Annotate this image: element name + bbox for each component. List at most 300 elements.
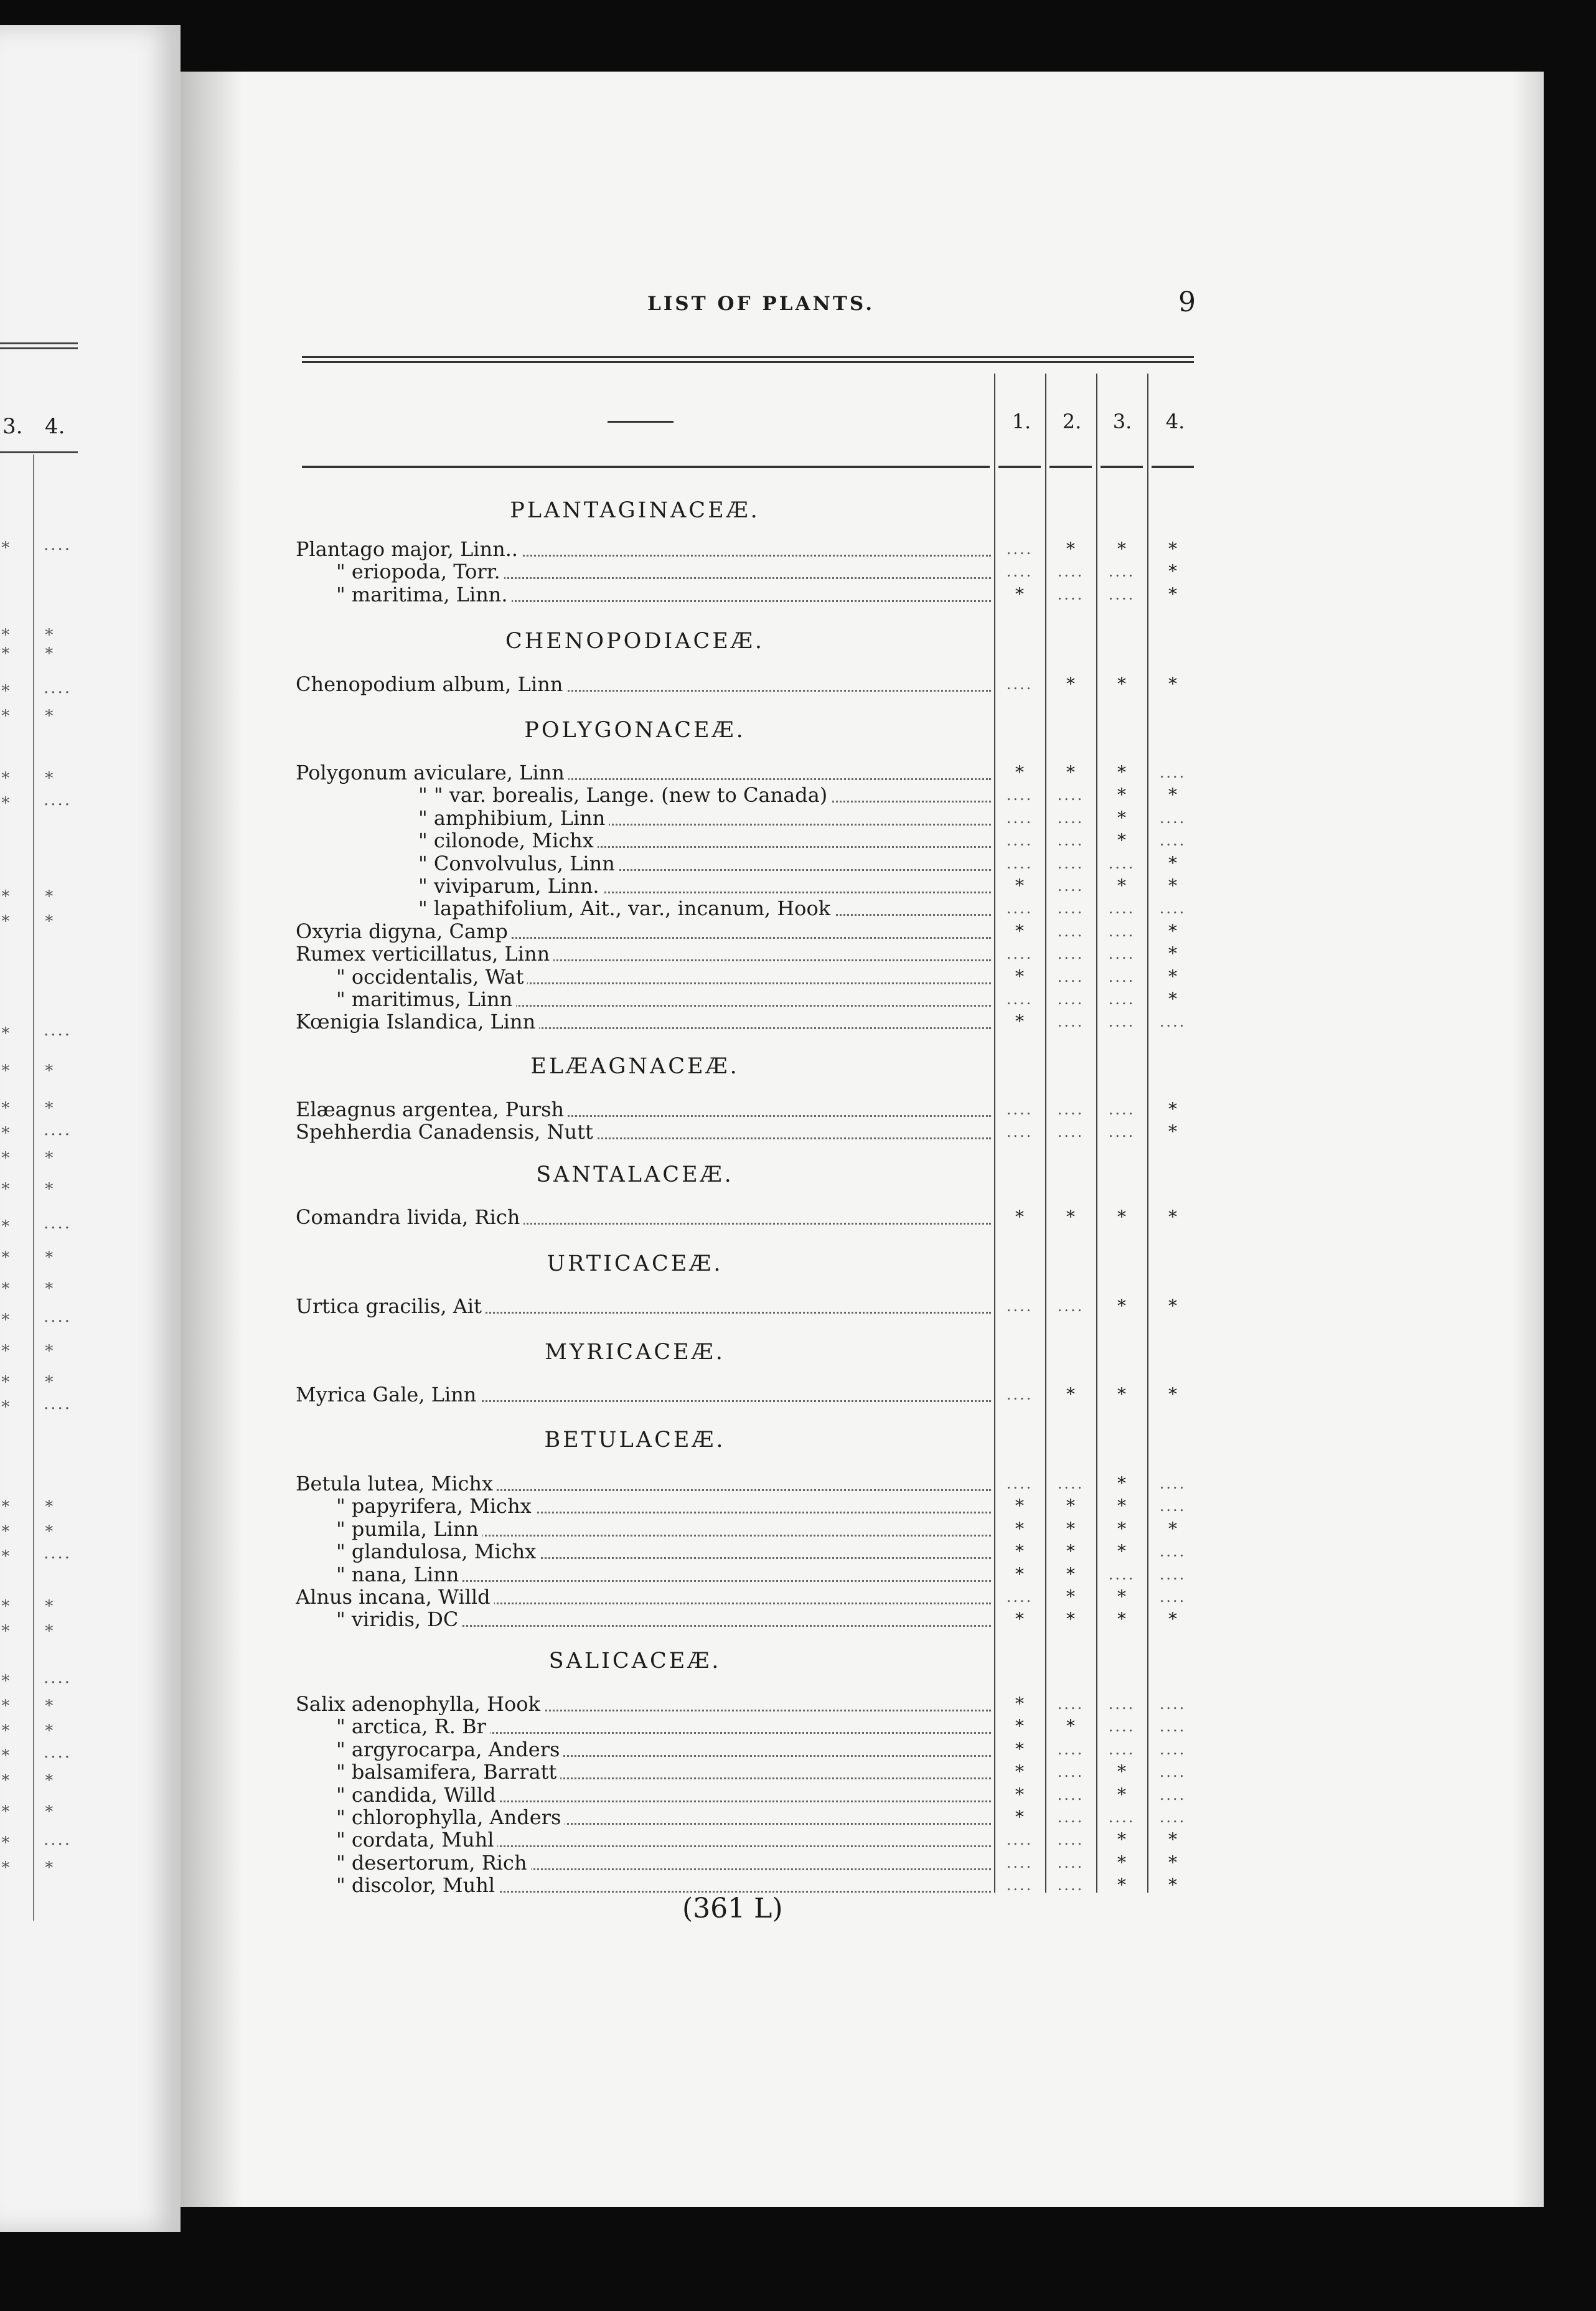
facing-page-mark: ∗ (44, 1146, 57, 1164)
header-rule-c3 (1101, 466, 1143, 468)
list-item (336, 1739, 991, 1761)
absence-dots: .... (1108, 1741, 1135, 1758)
absence-dots: .... (1108, 1695, 1135, 1713)
column-header-2: 2. (1062, 410, 1082, 433)
absence-dots: .... (1006, 1297, 1033, 1315)
facing-page-mark: ∗ (0, 641, 13, 660)
absence-dots: .... (1006, 1588, 1033, 1606)
occurrence-mark: * (1168, 1518, 1177, 1539)
species-name: Polygonum aviculare, Linn (296, 762, 568, 784)
facing-page-mark: ∗ (44, 1245, 57, 1264)
occurrence-mark: * (1015, 1011, 1024, 1032)
list-item (336, 1716, 991, 1738)
column-rule-1 (994, 374, 995, 1893)
species-name: " balsamifera, Barratt (336, 1761, 560, 1784)
absence-dots: .... (1057, 1763, 1084, 1781)
occurrence-mark: * (1168, 1829, 1177, 1850)
occurrence-mark: * (1117, 875, 1126, 896)
absence-dots: .... (1006, 1876, 1033, 1894)
list-item (296, 762, 991, 784)
absence-dots: .... (1159, 1718, 1186, 1735)
species-name: " viridis, DC (336, 1609, 462, 1631)
absence-dots: .... (1057, 855, 1084, 872)
absence-dots: .... (1006, 1854, 1033, 1871)
header-rule-c1 (998, 466, 1041, 468)
occurrence-mark: * (1117, 830, 1126, 850)
occurrence-mark: * (1117, 1761, 1126, 1782)
left-top-rule (0, 342, 78, 344)
family-heading: SALICACEÆ. (548, 1649, 721, 1673)
list-item (296, 539, 991, 561)
occurrence-mark: * (1168, 943, 1177, 964)
column-rule-4 (1147, 374, 1148, 1893)
list-item (296, 1207, 991, 1229)
list-item (336, 584, 991, 606)
column-header-3: 3. (1112, 410, 1132, 433)
facing-page-mark: .... (44, 1021, 72, 1040)
facing-page-mark: ∗ (0, 535, 13, 554)
absence-dots: .... (1006, 1101, 1033, 1118)
facing-page-mark: ∗ (0, 766, 13, 784)
species-name: Rumex verticillatus, Linn (296, 943, 553, 966)
occurrence-mark: * (1168, 1099, 1177, 1119)
absence-dots: .... (1108, 968, 1135, 986)
list-item (336, 1564, 991, 1586)
absence-dots: .... (1057, 877, 1084, 895)
occurrence-mark: * (1117, 539, 1126, 559)
facing-page-mark: .... (44, 1544, 72, 1563)
absence-dots: .... (1108, 1809, 1135, 1826)
occurrence-mark: * (1168, 966, 1177, 987)
absence-dots: .... (1057, 968, 1084, 986)
occurrence-mark: * (1066, 1564, 1075, 1584)
absence-dots: .... (1108, 563, 1135, 580)
occurrence-mark: * (1015, 1495, 1024, 1516)
occurrence-mark: * (1168, 539, 1177, 559)
species-name: " cilonode, Michx (418, 830, 598, 852)
absence-dots: .... (1159, 1741, 1186, 1758)
facing-page-mark: ∗ (44, 884, 57, 903)
occurrence-mark: * (1117, 762, 1126, 783)
occurrence-mark: * (1117, 1784, 1126, 1805)
absence-dots: .... (1108, 945, 1135, 963)
species-name: Chenopodium album, Linn (296, 674, 566, 696)
facing-page-mark: ∗ (0, 1395, 13, 1413)
absence-dots: .... (1057, 945, 1084, 963)
species-name: Spehherdia Canadensis, Nutt (296, 1121, 597, 1144)
facing-page-mark: ∗ (0, 1669, 13, 1687)
facing-page-mark: ∗ (0, 1855, 13, 1874)
absence-dots: .... (1006, 675, 1033, 693)
species-name: Alnus incana, Willd (296, 1586, 494, 1609)
absence-dots: .... (1159, 832, 1186, 849)
left-col-head-3: 3. (2, 414, 23, 439)
absence-dots: .... (1159, 1013, 1186, 1030)
facing-page-mark: ∗ (0, 1276, 13, 1295)
list-item (418, 784, 991, 807)
occurrence-mark: * (1066, 674, 1075, 694)
occurrence-mark: * (1015, 1716, 1024, 1736)
facing-page-mark: ∗ (0, 1339, 13, 1357)
facing-page-mark: ∗ (0, 791, 13, 809)
page-gutter-shadow (181, 72, 243, 2207)
facing-page-mark: ∗ (0, 909, 13, 928)
absence-dots: .... (1057, 586, 1084, 603)
absence-dots: .... (1159, 1475, 1186, 1492)
occurrence-mark: * (1168, 1121, 1177, 1142)
occurrence-mark: * (1168, 921, 1177, 941)
species-name: Kœnigia Islandica, Linn (296, 1011, 539, 1033)
facing-page-mark: .... (44, 1121, 72, 1139)
facing-page-mark: ∗ (0, 1544, 13, 1563)
list-item (336, 1609, 991, 1631)
occurrence-mark: * (1117, 1541, 1126, 1561)
facing-page-mark: ∗ (44, 623, 57, 641)
occurrence-mark: * (1117, 1495, 1126, 1516)
facing-page-mark: ∗ (44, 1619, 57, 1637)
left-column-rule (33, 454, 34, 1921)
species-name: " Convolvulus, Linn (418, 853, 619, 875)
list-item (418, 875, 991, 898)
absence-dots: .... (1159, 809, 1186, 827)
running-head: LIST OF PLANTS. (647, 293, 875, 315)
facing-page-mark: ∗ (44, 1494, 57, 1513)
absence-dots: .... (1057, 1741, 1084, 1758)
list-item (296, 1693, 991, 1716)
list-item (336, 966, 991, 989)
absence-dots: .... (1006, 1831, 1033, 1848)
list-item (296, 1011, 991, 1033)
occurrence-mark: * (1168, 674, 1177, 694)
facing-page-mark: .... (44, 1743, 72, 1762)
facing-page-mark: ∗ (0, 1494, 13, 1513)
occurrence-mark: * (1117, 1207, 1126, 1227)
absence-dots: .... (1006, 1386, 1033, 1403)
facing-page-mark: ∗ (0, 1519, 13, 1538)
header-blank-dash (608, 421, 674, 423)
signature-mark: (361 L) (682, 1893, 783, 1924)
occurrence-mark: * (1066, 1384, 1075, 1405)
facing-page-mark: .... (44, 1830, 72, 1849)
header-rule-c4 (1152, 466, 1194, 468)
facing-page-mark: ∗ (0, 1058, 13, 1077)
occurrence-mark: * (1015, 1761, 1024, 1782)
occurrence-mark: * (1168, 1852, 1177, 1873)
occurrence-mark: * (1117, 1473, 1126, 1494)
species-name: " chlorophylla, Anders (336, 1807, 565, 1829)
species-name: " arctica, R. Br (336, 1716, 490, 1738)
absence-dots: .... (1057, 1101, 1084, 1118)
absence-dots: .... (1006, 855, 1033, 872)
occurrence-mark: * (1066, 1207, 1075, 1227)
facing-page-mark: ∗ (0, 1177, 13, 1195)
occurrence-mark: * (1015, 1564, 1024, 1584)
list-item (336, 1829, 991, 1852)
species-name: " amphibium, Linn (418, 807, 609, 830)
column-rule-3 (1096, 374, 1097, 1893)
species-name: " occidentalis, Wat (336, 966, 527, 989)
occurrence-mark: * (1015, 1609, 1024, 1629)
absence-dots: .... (1159, 1566, 1186, 1583)
absence-dots: .... (1006, 1475, 1033, 1492)
column-rule-2 (1045, 374, 1046, 1893)
occurrence-mark: * (1066, 1716, 1075, 1736)
facing-page-mark: .... (44, 1307, 72, 1326)
absence-dots: .... (1108, 855, 1135, 872)
list-item (296, 1586, 991, 1609)
species-name: " nana, Linn (336, 1564, 462, 1586)
facing-page-mark: .... (44, 791, 72, 809)
species-name: " argyrocarpa, Anders (336, 1739, 563, 1761)
family-heading: ELÆAGNACEÆ. (530, 1054, 739, 1079)
absence-dots: .... (1006, 540, 1033, 558)
facing-page-mark: ∗ (0, 1214, 13, 1233)
absence-dots: .... (1159, 900, 1186, 917)
occurrence-mark: * (1015, 875, 1024, 896)
list-item (296, 1099, 991, 1121)
occurrence-mark: * (1168, 784, 1177, 805)
species-name: " papyrifera, Michx (336, 1495, 535, 1518)
occurrence-mark: * (1117, 1852, 1126, 1873)
occurrence-mark: * (1117, 1829, 1126, 1850)
facing-page-mark: ∗ (0, 1799, 13, 1818)
facing-page-mark: ∗ (44, 704, 57, 722)
occurrence-mark: * (1015, 584, 1024, 605)
list-item (336, 1518, 991, 1541)
occurrence-mark: * (1015, 1784, 1024, 1805)
list-item (296, 1384, 991, 1406)
facing-page-mark: ∗ (44, 1693, 57, 1712)
list-item (336, 1784, 991, 1807)
occurrence-mark: * (1117, 674, 1126, 694)
occurrence-mark: * (1168, 1609, 1177, 1629)
absence-dots: .... (1108, 1101, 1135, 1118)
occurrence-mark: * (1015, 762, 1024, 783)
family-heading: MYRICACEÆ. (545, 1340, 725, 1365)
absence-dots: .... (1108, 1013, 1135, 1030)
occurrence-mark: * (1168, 1296, 1177, 1316)
list-item (336, 1875, 991, 1897)
occurrence-mark: * (1066, 762, 1075, 783)
species-name: " " var. borealis, Lange. (new to Canada) (418, 784, 831, 807)
occurrence-mark: * (1066, 1586, 1075, 1607)
facing-page-mark: ∗ (0, 1021, 13, 1040)
occurrence-mark: * (1015, 1207, 1024, 1227)
facing-page-mark: ∗ (44, 1799, 57, 1818)
absence-dots: .... (1108, 900, 1135, 917)
species-name: Plantago major, Linn.. (296, 539, 522, 561)
species-name: " eriopoda, Torr. (336, 561, 504, 583)
absence-dots: .... (1006, 786, 1033, 804)
facing-page-mark: ∗ (0, 1830, 13, 1849)
list-item (336, 1807, 991, 1829)
absence-dots: .... (1006, 1123, 1033, 1141)
occurrence-mark: * (1066, 1495, 1075, 1516)
list-item (296, 674, 991, 696)
species-name: " lapathifolium, Ait., var., incanum, Hook (418, 898, 834, 920)
facing-page-mark: ∗ (44, 909, 57, 928)
absence-dots: .... (1159, 1786, 1186, 1804)
facing-page-mark: ∗ (44, 1276, 57, 1295)
absence-dots: .... (1057, 1854, 1084, 1871)
list-item (336, 1852, 991, 1875)
occurrence-mark: * (1066, 539, 1075, 559)
facing-page-edge (0, 25, 181, 2232)
list-item (296, 943, 991, 966)
absence-dots: .... (1159, 764, 1186, 781)
facing-page-mark: ∗ (44, 1855, 57, 1874)
left-header-rule (0, 451, 78, 453)
species-name: " maritima, Linn. (336, 584, 512, 606)
species-name: " cordata, Muhl (336, 1829, 497, 1852)
absence-dots: .... (1057, 1475, 1084, 1492)
absence-dots: .... (1006, 832, 1033, 849)
list-item (418, 853, 991, 875)
facing-page-mark: .... (44, 535, 72, 554)
occurrence-mark: * (1117, 784, 1126, 805)
occurrence-mark: * (1168, 875, 1177, 896)
species-name: Comandra livida, Rich (296, 1207, 523, 1229)
occurrence-mark: * (1015, 966, 1024, 987)
absence-dots: .... (1057, 1695, 1084, 1713)
list-item (296, 1473, 991, 1495)
occurrence-mark: * (1066, 1518, 1075, 1539)
list-item (296, 1121, 991, 1144)
occurrence-mark: * (1117, 1384, 1126, 1405)
facing-page-mark: .... (44, 679, 72, 697)
species-name: Urtica gracilis, Ait (296, 1296, 486, 1318)
absence-dots: .... (1057, 832, 1084, 849)
occurrence-mark: * (1066, 1609, 1075, 1629)
absence-dots: .... (1057, 563, 1084, 580)
occurrence-mark: * (1168, 561, 1177, 581)
family-heading: URTICACEÆ. (547, 1251, 723, 1276)
list-item (336, 1761, 991, 1784)
occurrence-mark: * (1168, 989, 1177, 1009)
absence-dots: .... (1057, 809, 1084, 827)
facing-page-mark: ∗ (0, 1146, 13, 1164)
occurrence-mark: * (1015, 1739, 1024, 1759)
occurrence-mark: * (1117, 1518, 1126, 1539)
facing-page-mark: ∗ (0, 1693, 13, 1712)
facing-page-mark: ∗ (0, 679, 13, 697)
left-top-rule-2 (0, 347, 78, 349)
species-name: " viviparum, Linn. (418, 875, 603, 898)
absence-dots: .... (1057, 900, 1084, 917)
absence-dots: .... (1057, 786, 1084, 804)
absence-dots: .... (1057, 1013, 1084, 1030)
list-item (296, 921, 991, 943)
absence-dots: .... (1057, 1809, 1084, 1826)
species-name: " discolor, Muhl (336, 1875, 499, 1897)
absence-dots: .... (1006, 900, 1033, 917)
occurrence-mark: * (1117, 1875, 1126, 1895)
facing-page-mark: .... (44, 1395, 72, 1413)
facing-page-mark: ∗ (0, 1307, 13, 1326)
left-col-head-4: 4. (45, 414, 65, 439)
facing-page-mark: ∗ (0, 884, 13, 903)
absence-dots: .... (1108, 1718, 1135, 1735)
species-name: " maritimus, Linn (336, 989, 516, 1011)
occurrence-mark: * (1015, 921, 1024, 941)
absence-dots: .... (1159, 1695, 1186, 1713)
absence-dots: .... (1006, 991, 1033, 1008)
species-name: Myrica Gale, Linn (296, 1384, 480, 1406)
facing-page-mark: ∗ (44, 1177, 57, 1195)
column-header-4: 4. (1165, 410, 1185, 433)
species-name: " candida, Willd (336, 1784, 500, 1807)
occurrence-mark: * (1117, 1609, 1126, 1629)
absence-dots: .... (1159, 1763, 1186, 1781)
facing-page-mark: ∗ (0, 1768, 13, 1787)
absence-dots: .... (1159, 1497, 1186, 1515)
absence-dots: .... (1108, 586, 1135, 603)
species-name: Salix adenophylla, Hook (296, 1693, 544, 1716)
occurrence-mark: * (1117, 1296, 1126, 1316)
facing-page-mark: ∗ (44, 1339, 57, 1357)
list-item (336, 1495, 991, 1518)
facing-page-mark: ∗ (44, 766, 57, 784)
list-item (336, 1541, 991, 1563)
facing-page-mark: ∗ (44, 1058, 57, 1077)
facing-page-mark: ∗ (44, 1519, 57, 1538)
occurrence-mark: * (1015, 1541, 1024, 1561)
list-item (296, 1296, 991, 1318)
occurrence-mark: * (1015, 1807, 1024, 1827)
absence-dots: .... (1057, 1297, 1084, 1315)
occurrence-mark: * (1015, 1518, 1024, 1539)
facing-page-mark: ∗ (0, 1096, 13, 1114)
family-heading: PLANTAGINACEÆ. (510, 498, 760, 523)
facing-page-mark: ∗ (44, 1594, 57, 1612)
top-rule-2 (302, 361, 1194, 363)
facing-page-mark: ∗ (0, 704, 13, 722)
facing-page-mark: .... (44, 1214, 72, 1233)
list-item (336, 989, 991, 1011)
page-right-edge (1513, 72, 1544, 2207)
list-item (418, 807, 991, 830)
species-name: Elæagnus argentea, Pursh (296, 1099, 568, 1121)
facing-page-mark: ∗ (44, 1370, 57, 1388)
facing-page-mark: ∗ (0, 1718, 13, 1737)
absence-dots: .... (1057, 923, 1084, 940)
absence-dots: .... (1108, 1566, 1135, 1583)
occurrence-mark: * (1168, 1875, 1177, 1895)
facing-page-mark: ∗ (0, 1121, 13, 1139)
absence-dots: .... (1159, 1809, 1186, 1826)
absence-dots: .... (1108, 1123, 1135, 1141)
column-header-1: 1. (1012, 410, 1031, 433)
occurrence-mark: * (1117, 807, 1126, 828)
facing-page-mark: ∗ (44, 1768, 57, 1787)
occurrence-mark: * (1066, 1541, 1075, 1561)
family-heading: CHENOPODIACEÆ. (505, 629, 765, 654)
species-name: Oxyria digyna, Camp (296, 921, 512, 943)
facing-page-mark: ∗ (0, 1245, 13, 1264)
occurrence-mark: * (1015, 1693, 1024, 1714)
family-heading: POLYGONACEÆ. (524, 718, 746, 743)
species-name: " desertorum, Rich (336, 1852, 531, 1875)
family-heading: BETULACEÆ. (544, 1428, 726, 1452)
page-number: 9 (1178, 286, 1196, 318)
absence-dots: .... (1057, 991, 1084, 1008)
list-item (418, 830, 991, 852)
species-name: " pumila, Linn (336, 1518, 482, 1541)
family-heading: SANTALACEÆ. (536, 1162, 734, 1187)
facing-page-mark: ∗ (0, 1370, 13, 1388)
absence-dots: .... (1108, 923, 1135, 940)
top-rule (302, 356, 1194, 358)
